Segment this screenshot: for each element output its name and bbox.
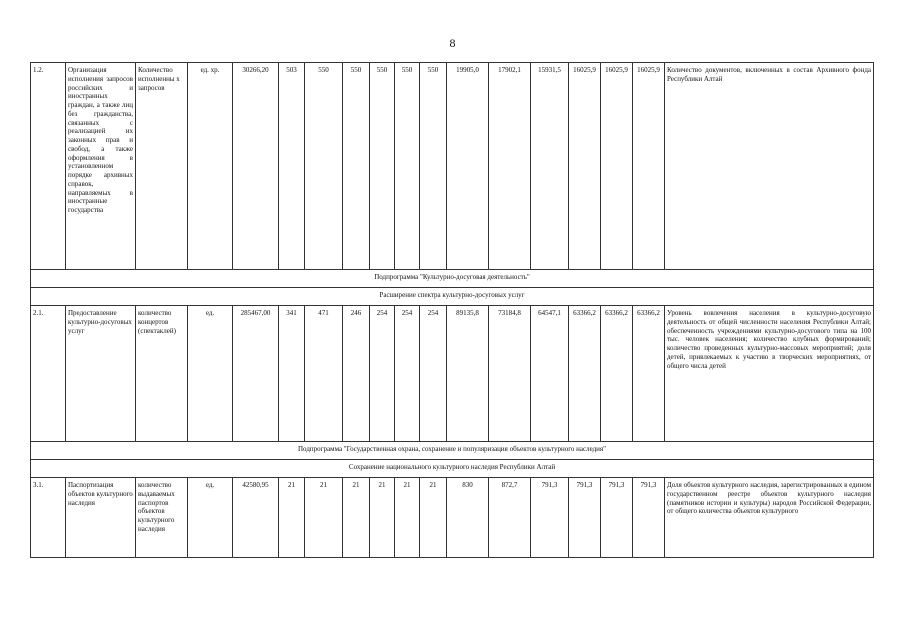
row-number: 3.1. bbox=[31, 478, 66, 558]
value-cell: 550 bbox=[420, 63, 447, 270]
section-row bbox=[31, 270, 874, 288]
page-number: 8 bbox=[449, 36, 456, 50]
amount-cell: 19905,0 bbox=[447, 63, 489, 270]
value-cell: 21 bbox=[343, 478, 370, 558]
indicator-name: Количество исполненны х запросов bbox=[136, 63, 188, 270]
value-cell: 21 bbox=[370, 478, 395, 558]
subprogram-title: Подпрограмма "Культурно-досуговая деятельность" bbox=[31, 270, 874, 288]
goal-title: Расширение спектра культурно-досуговых услуг bbox=[31, 288, 874, 306]
unit-cost: 30266,20 bbox=[233, 63, 279, 270]
amount-cell: 791,3 bbox=[569, 478, 601, 558]
value-cell: 21 bbox=[420, 478, 447, 558]
amount-cell: 791,3 bbox=[633, 478, 665, 558]
unit-cost: 285467,00 bbox=[233, 306, 279, 442]
amount-cell: 63366,2 bbox=[569, 306, 601, 442]
value-cell: 503 bbox=[279, 63, 305, 270]
amount-cell: 830 bbox=[447, 478, 489, 558]
value-cell: 550 bbox=[395, 63, 420, 270]
value-cell: 550 bbox=[370, 63, 395, 270]
value-cell: 254 bbox=[420, 306, 447, 442]
value-cell: 254 bbox=[370, 306, 395, 442]
section-row bbox=[31, 460, 874, 478]
value-cell: 21 bbox=[395, 478, 420, 558]
amount-cell: 791,3 bbox=[531, 478, 569, 558]
measure-name: Организация исполнения запросов российских и иностранных граждан, а также лиц без гражданства, связанных с реализацией их законных прав и свобод, а также оформления в установленном порядке архивных справок, направляемых в иностранные государства bbox=[66, 63, 136, 270]
amount-cell: 17902,1 bbox=[489, 63, 531, 270]
amount-cell: 64547,1 bbox=[531, 306, 569, 442]
amount-cell: 16025,9 bbox=[569, 63, 601, 270]
indicator-name: количество концертов (спектаклей) bbox=[136, 306, 188, 442]
measure-name: Предоставление культурно-досуговых услуг bbox=[66, 306, 136, 442]
table-row bbox=[31, 478, 874, 558]
section-row bbox=[31, 288, 874, 306]
note-cell: Уровень вовлечения населения в культурно-досуговую деятельность от общей численности населения Республики Алтай; обеспеченность учреждениями культурно-досугового типа на 100 тыс. человек населения; количество клубных формирований; количество проведенных культурно-массовых мероприятий; доля детей, привлекаемых к участию в творческих мероприятиях, от общего числа детей bbox=[665, 306, 874, 442]
table-row bbox=[31, 306, 874, 442]
amount-cell: 89135,8 bbox=[447, 306, 489, 442]
value-cell: 550 bbox=[343, 63, 370, 270]
program-table bbox=[30, 62, 874, 558]
section-row bbox=[31, 442, 874, 460]
value-cell: 550 bbox=[305, 63, 343, 270]
note-cell: Доля объектов культурного наследия, зарегистрированных в едином государственном реестре объектов культурного наследия (памятников истории и культуры) народов Российской Федерации, от общего количества объектов культурного bbox=[665, 478, 874, 558]
amount-cell: 63366,2 bbox=[633, 306, 665, 442]
amount-cell: 16025,9 bbox=[601, 63, 633, 270]
amount-cell: 791,3 bbox=[601, 478, 633, 558]
value-cell: 246 bbox=[343, 306, 370, 442]
table-row bbox=[31, 63, 874, 270]
amount-cell: 16025,9 bbox=[633, 63, 665, 270]
amount-cell: 15931,5 bbox=[531, 63, 569, 270]
value-cell: 471 bbox=[305, 306, 343, 442]
measure-name: Паспортизация объектов культурного наследия bbox=[66, 478, 136, 558]
row-number: 1.2. bbox=[31, 63, 66, 270]
unit: ед. хр. bbox=[188, 63, 233, 270]
value-cell: 21 bbox=[279, 478, 305, 558]
amount-cell: 73184,8 bbox=[489, 306, 531, 442]
indicator-name: количество выдаваемых паспортов объектов культурного наследия bbox=[136, 478, 188, 558]
value-cell: 254 bbox=[395, 306, 420, 442]
value-cell: 341 bbox=[279, 306, 305, 442]
note-cell: Количество документов, включенных в состав Архивного фонда Республики Алтай bbox=[665, 63, 874, 270]
unit-cost: 42580,95 bbox=[233, 478, 279, 558]
row-number: 2.1. bbox=[31, 306, 66, 442]
amount-cell: 63366,2 bbox=[601, 306, 633, 442]
amount-cell: 872,7 bbox=[489, 478, 531, 558]
unit: ед. bbox=[188, 306, 233, 442]
unit: ед. bbox=[188, 478, 233, 558]
goal-title: Сохранение национального культурного наследия Республики Алтай bbox=[31, 460, 874, 478]
value-cell: 21 bbox=[305, 478, 343, 558]
subprogram-title: Подпрограмма "Государственная охрана, сохранение и популяризация объектов культурного наследия" bbox=[31, 442, 874, 460]
